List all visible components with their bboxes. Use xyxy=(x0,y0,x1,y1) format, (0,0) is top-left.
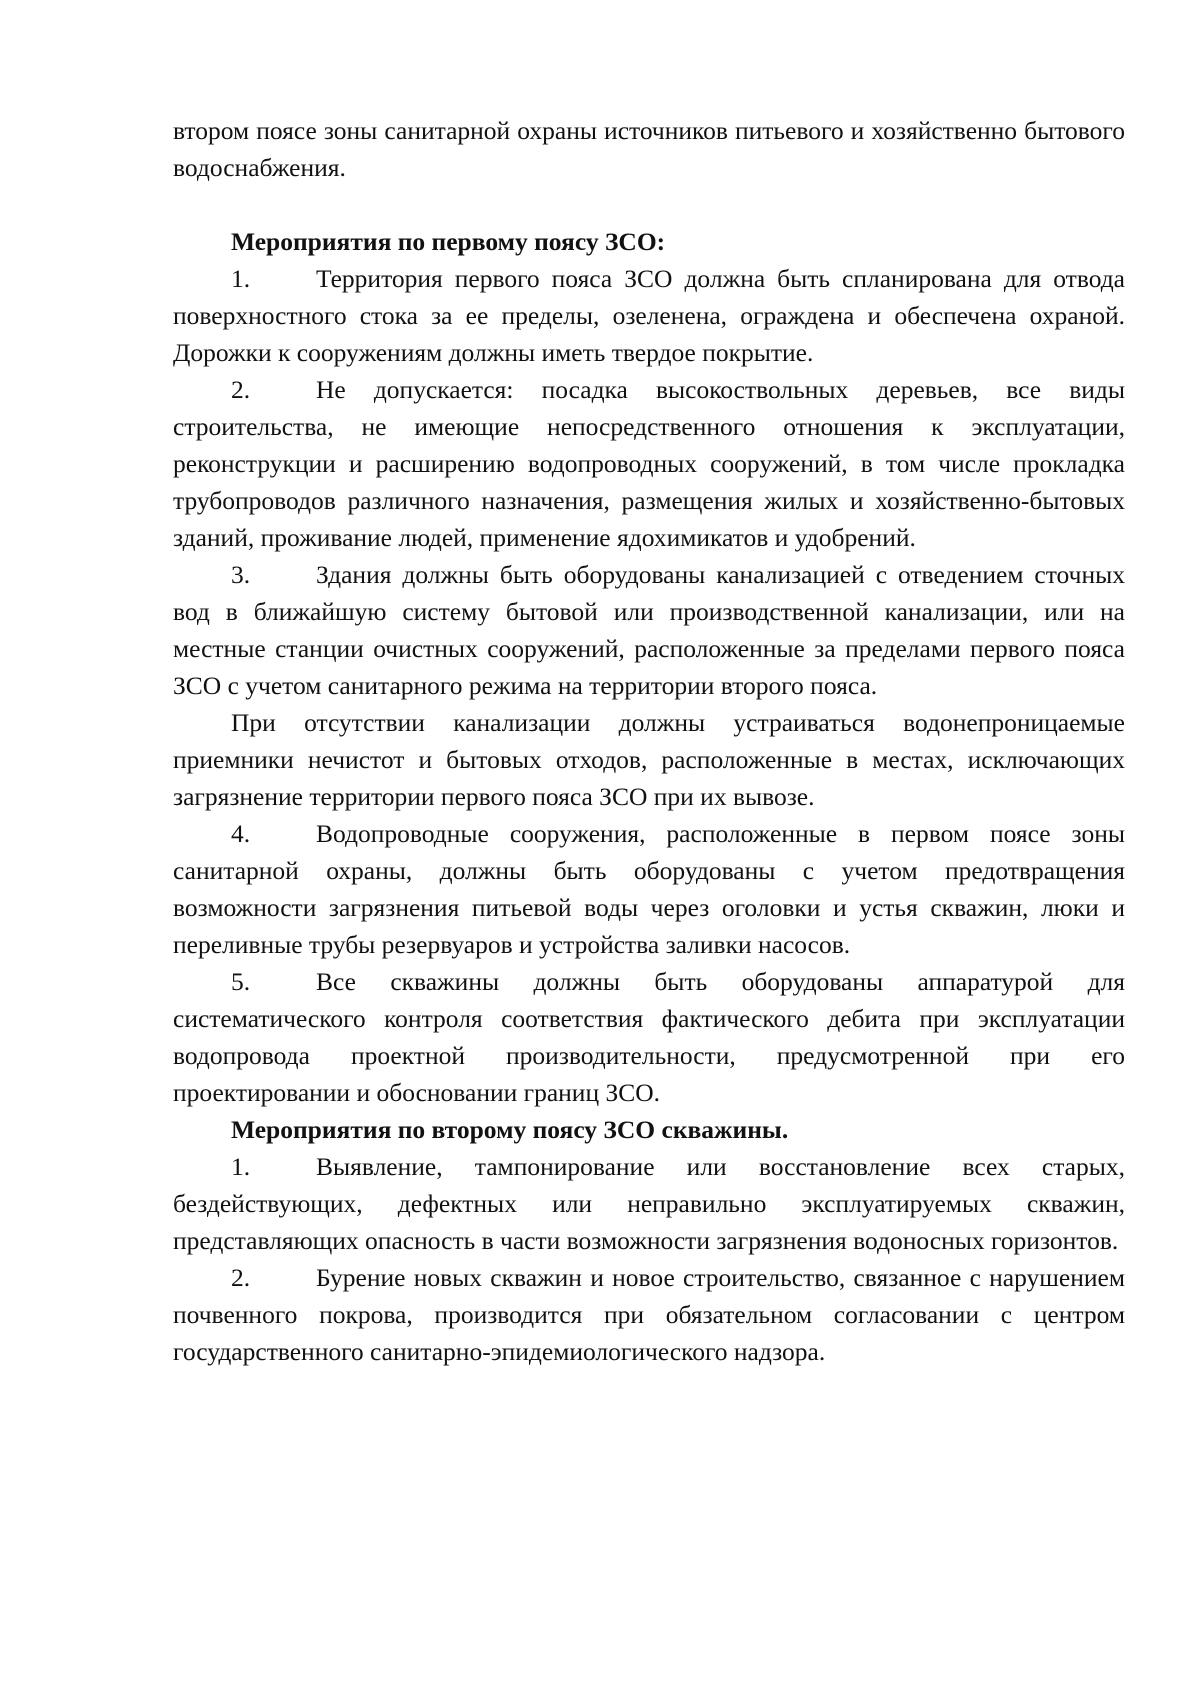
section1-item-4 xyxy=(173,815,1125,963)
item-text: Выявление, тампонирование или восстановление всех старых, бездействующих, дефектных или неправильно эксплуатируемых скважин, представляющих опасность в части возможности загрязнения водоносных горизонтов. xyxy=(173,1152,1125,1255)
document-page xyxy=(173,112,1125,1370)
section1-note-paragraph: При отсутствии канализации должны устраиваться водонепроницаемые приемники нечистот и бытовых отходов, расположенные в местах, исключающих загрязнение территории первого пояса ЗСО при их вывозе. xyxy=(173,708,1125,811)
section1-item-5 xyxy=(173,963,1125,1111)
item-text: Все скважины должны быть оборудованы аппаратурой для систематического контроля соответствия фактического дебита при эксплуатации водопровода проектной производительности, предусмотренной при его проектировании и обосновании границ ЗСО. xyxy=(173,967,1125,1107)
item-text: Водопроводные сооружения, расположенные в первом поясе зоны санитарной охраны, должны быть оборудованы с учетом предотвращения возможности загрязнения питьевой воды через оголовки и устья скважин, люки и переливные трубы резервуаров и устройства заливки насосов. xyxy=(173,819,1125,959)
item-number: 1. xyxy=(231,264,251,293)
item-number: 1. xyxy=(231,1152,251,1181)
item-number: 2. xyxy=(231,375,251,404)
section1-heading: Мероприятия по первому поясу ЗСО: xyxy=(231,227,666,256)
section2-item-2 xyxy=(173,1259,1125,1370)
item-number: 5. xyxy=(231,967,251,996)
section1-item-1 xyxy=(173,260,1125,371)
item-text: Территория первого пояса ЗСО должна быть спланирована для отвода поверхностного стока за ее пределы, озеленена, ограждена и обеспечена охраной. Дорожки к сооружениям должны иметь твердое покрытие. xyxy=(173,264,1125,367)
item-number: 3. xyxy=(231,560,251,589)
section2-item-1 xyxy=(173,1148,1125,1259)
intro-paragraph: втором поясе зоны санитарной охраны источников питьевого и хозяйственно бытового водоснабжения. xyxy=(173,116,1125,182)
item-text: Не допускается: посадка высокоствольных деревьев, все виды строительства, не имеющие непосредственного отношения к эксплуатации, реконструкции и расширению водопроводных сооружений, в том числе прокладка трубопроводов различного назначения, размещения жилых и хозяйственно-бытовых зданий, проживание людей, применение ядохимикатов и удобрений. xyxy=(173,375,1125,552)
item-number: 2. xyxy=(231,1263,251,1292)
section2-heading: Мероприятия по второму поясу ЗСО скважины. xyxy=(231,1115,789,1144)
item-number: 4. xyxy=(231,819,251,848)
item-text: Бурение новых скважин и новое строительство, связанное с нарушением почвенного покрова, производится при обязательном согласовании с центром государственного санитарно-эпидемиологического надзора. xyxy=(173,1263,1125,1366)
section1-item-2 xyxy=(173,371,1125,556)
blank-line xyxy=(173,186,1125,223)
section1-item-3 xyxy=(173,556,1125,704)
item-text: Здания должны быть оборудованы канализацией с отведением сточных вод в ближайшую систему бытовой или производственной канализации, или на местные станции очистных сооружений, расположенные за пределами первого пояса ЗСО с учетом санитарного режима на территории второго пояса. xyxy=(173,560,1125,700)
